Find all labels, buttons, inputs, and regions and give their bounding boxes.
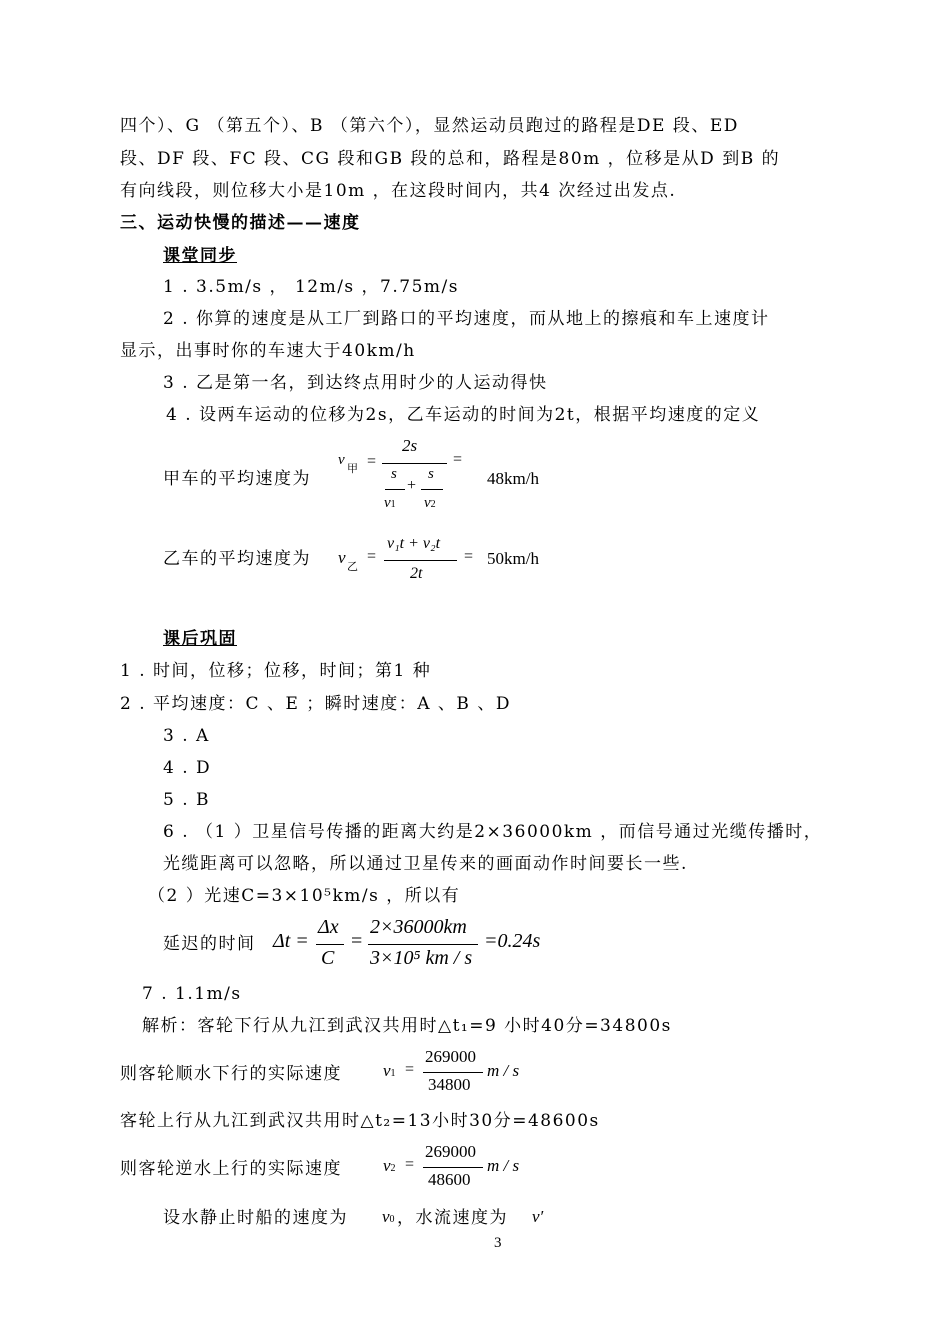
fraction-bar (316, 944, 344, 945)
formula-plus: + (407, 477, 417, 494)
subsection-title: 课后巩固 (163, 629, 237, 649)
answer-line: 客轮上行从九江到武汉共用时△t₂=13小时30分=48600s (120, 1111, 600, 1131)
fraction-bar (421, 489, 443, 490)
formula-result: 48km/h (487, 469, 539, 488)
formula-label: 则客轮逆水上行的实际速度 (120, 1159, 342, 1179)
formula-numerator: 269000 (425, 1142, 476, 1161)
formula-result: 50km/h (487, 549, 539, 568)
answer-line: 4 . D (163, 758, 212, 778)
formula-var: v′ (532, 1207, 544, 1226)
formula-label: 则客轮顺水下行的实际速度 (120, 1064, 342, 1084)
section-title: 三、运动快慢的描述——速度 (120, 213, 361, 233)
formula-equals: = (453, 451, 463, 468)
formula-numerator: 2×36000km (370, 916, 467, 938)
fraction-bar (423, 1072, 483, 1073)
formula-term: s (391, 466, 397, 482)
formula-var: v1 (383, 1061, 396, 1080)
answer-line: （2 ）光速C=3×10⁵km/s ，所以有 (148, 886, 461, 906)
formula-label: 乙车的平均速度为 (163, 549, 311, 569)
answer-line: 解析：客轮下行从九江到武汉共用时△t₁=9 小时40分=34800s (142, 1016, 672, 1036)
formula-numerator: v₁t + v₂t (387, 535, 441, 552)
formula-equals: = (351, 930, 363, 952)
fraction-bar (384, 560, 457, 561)
formula-numerator: 2s (402, 436, 418, 455)
answer-line: ，水流速度为 (397, 1208, 508, 1228)
formula-unit: m / s (487, 1061, 520, 1080)
formula-var: v (338, 548, 346, 567)
page-number: 3 (494, 1235, 502, 1251)
formula-denominator: 2t (410, 565, 423, 582)
formula-label: 延迟的时间 (163, 934, 256, 954)
formula-var: v (338, 452, 345, 468)
formula-numerator: 269000 (425, 1047, 476, 1066)
answer-line: 4 . 设两车运动的位移为2s，乙车运动的时间为2t，根据平均速度的定义 (166, 405, 761, 425)
formula-subscript: 甲 (347, 463, 358, 475)
subsection-title: 课堂同步 (163, 246, 237, 266)
formula-label: 甲车的平均速度为 (163, 469, 311, 489)
text-line: 四个）、G （第五个）、B （第六个），显然运动员跑过的路程是DE 段、ED (120, 116, 739, 136)
answer-line: 1 . 3.5m/s ， 12m/s ，7.75m/s (163, 277, 459, 297)
answer-line: 光缆距离可以忽略，所以通过卫星传来的画面动作时间要长一些. (163, 854, 688, 874)
answer-line: 3 . 乙是第一名，到达终点用时少的人运动得快 (163, 373, 548, 393)
formula-denominator: 3×10⁵ km / s (370, 947, 473, 969)
answer-line: 7 . 1.1m/s (142, 984, 242, 1004)
formula-denominator: 48600 (428, 1170, 471, 1189)
answer-line: 6 . （1 ）卫星信号传播的距离大约是2×36000km ，而信号通过光缆传播时， (163, 822, 823, 842)
formula-var: v2 (383, 1156, 396, 1175)
formula-equals: = (464, 548, 474, 565)
formula-denominator: C (321, 947, 335, 969)
formula-term: v1 (384, 495, 396, 511)
fraction-bar (368, 944, 478, 945)
formula-equals: = (405, 1061, 415, 1078)
text-line: 段、DF 段、FC 段、CG 段和GB 段的总和，路程是80m ，位移是从D 到B 的 (120, 149, 781, 169)
fraction-bar (382, 463, 447, 464)
fraction-bar (423, 1167, 483, 1168)
answer-line: 3 . A (163, 726, 210, 746)
formula-unit: m / s (487, 1156, 520, 1175)
answer-line: 2 . 你算的速度是从工厂到路口的平均速度，而从地上的擦痕和车上速度计 (163, 309, 770, 329)
answer-line: 显示，出事时你的车速大于40km/h (120, 341, 416, 361)
formula-result: =0.24s (484, 930, 541, 952)
answer-line: 5 . B (163, 790, 211, 810)
answer-line: 设水静止时船的速度为 (163, 1208, 348, 1228)
formula-term: s (428, 466, 434, 482)
formula-denominator: 34800 (428, 1075, 471, 1094)
text-line: 有向线段，则位移大小是10m ，在这段时间内，共4 次经过出发点. (120, 181, 677, 201)
formula-equals: = (367, 453, 377, 470)
answer-line: 2 . 平均速度：C 、E ；瞬时速度：A 、B 、D (120, 694, 511, 714)
formula-var: Δt = (273, 930, 309, 952)
formula-equals: = (405, 1156, 415, 1173)
formula-numerator: Δx (318, 916, 339, 938)
fraction-bar (385, 489, 405, 490)
formula-equals: = (367, 548, 377, 565)
formula-term: v2 (424, 495, 436, 511)
formula-subscript: 乙 (347, 561, 358, 573)
answer-line: 1 . 时间，位移；位移，时间；第1 种 (120, 661, 432, 681)
formula-var: v0 (382, 1207, 395, 1226)
